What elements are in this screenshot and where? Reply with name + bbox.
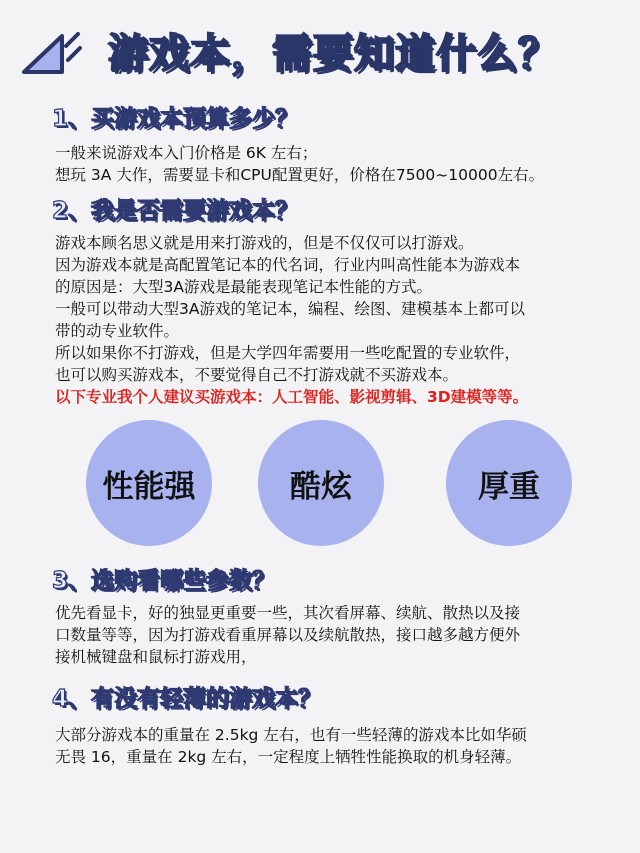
section-2-body xyxy=(55,232,615,408)
section-2-line: 所以如果你不打游戏，但是大学四年需要用一些吃配置的专业软件， xyxy=(55,344,521,362)
section-1-line: 想玩 3A 大作，需要显卡和CPU配置更好，价格在7500~10000左右。 xyxy=(55,166,545,184)
feature-circle-performance: 性能强 xyxy=(86,420,212,546)
section-2-line: 因为游戏本就是高配置笔记本的代名词，行业内叫高性能本为游戏本 xyxy=(55,256,521,274)
section-2-line: 一般可以带动大型3A游戏的笔记本，编程、绘图、建模基本上都可以 xyxy=(55,300,525,318)
feature-circle-heavy: 厚重 xyxy=(446,420,572,546)
section-3-line: 优先看显卡，好的独显更重要一些，其次看屏幕、续航、散热以及接 xyxy=(55,604,521,622)
section-2-line: 带的动专业软件。 xyxy=(55,322,180,340)
section-2-heading: 2、我是否需要游戏本？ xyxy=(52,198,299,224)
section-1-body xyxy=(55,142,615,186)
section-1-line: 一般来说游戏本入门价格是 6K 左右； xyxy=(55,144,318,162)
section-1-heading: 1、买游戏本预算多少？ xyxy=(52,106,299,132)
section-3-body xyxy=(55,602,615,668)
section-4-line: 大部分游戏本的重量在 2.5kg 左右，也有一些轻薄的游戏本比如华硕 xyxy=(55,726,527,744)
section-2-line: 也可以购买游戏本，不要觉得自己不打游戏就不买游戏本。 xyxy=(55,366,459,384)
section-4-heading: 4、有没有轻薄的游戏本？ xyxy=(52,686,322,712)
section-2-line: 的原因是：大型3A游戏是最能表现笔记本性能的方式。 xyxy=(55,278,432,296)
triangle-lines-deco-icon xyxy=(18,30,84,78)
section-2-line: 游戏本顾名思义就是用来打游戏的，但是不仅仅可以打游戏。 xyxy=(55,234,474,252)
section-3-line: 接机械键盘和鼠标打游戏用， xyxy=(55,648,257,666)
section-4-line: 无畏 16，重量在 2kg 左右，一定程度上牺牲性能换取的机身轻薄。 xyxy=(55,748,522,766)
section-3-line: 口数量等等，因为打游戏看重屏幕以及续航散热，接口越多越方便外 xyxy=(55,626,521,644)
section-3-heading: 3、选购看哪些参数？ xyxy=(52,568,276,594)
page-title: 游戏本，需要知道什么？ xyxy=(108,31,559,77)
section-2-highlight: 以下专业我个人建议买游戏本：人工智能、影视剪辑、3D建模等等。 xyxy=(55,388,529,406)
feature-circle-cool: 酷炫 xyxy=(258,420,384,546)
section-4-body xyxy=(55,724,615,768)
